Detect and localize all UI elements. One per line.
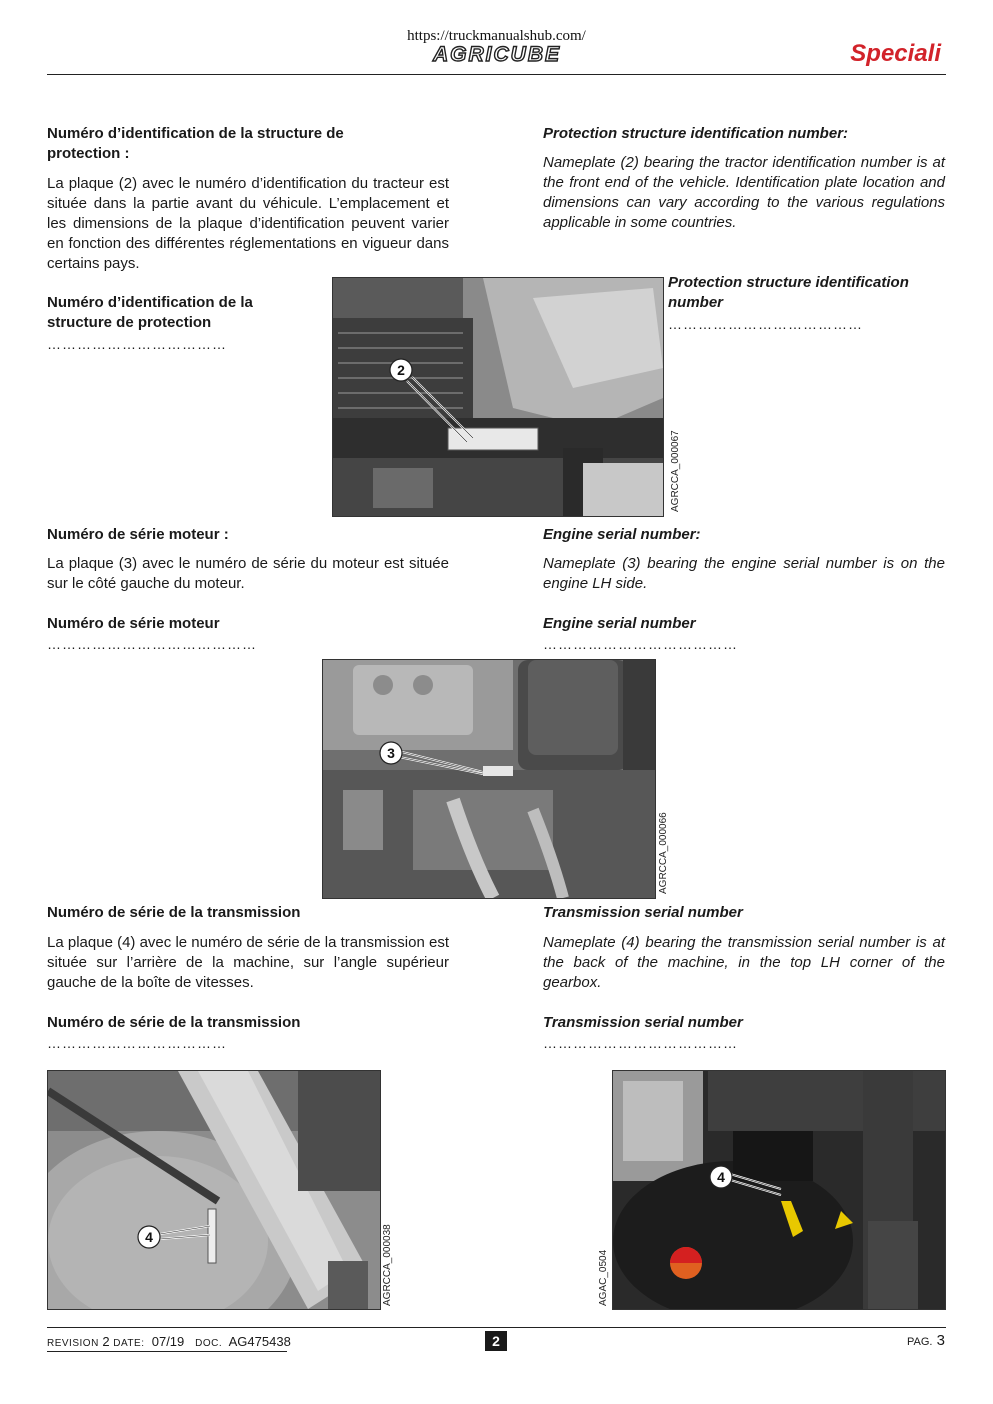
- callout-4-left: 4: [145, 1229, 153, 1245]
- callout-2: 2: [397, 362, 405, 378]
- en-text-transmission-serial: Nameplate (4) bearing the transmission serial number is at the back of the machine, in the top LH corner of the gearbox.: [543, 934, 945, 991]
- photo-code-transmission-left: AGRCCA_000038: [382, 1224, 393, 1306]
- fr-heading-transmission-serial: Numéro de série de la transmission: [47, 904, 301, 921]
- en-field-label-protection-id: Protection structure identification number: [668, 274, 909, 311]
- footer-page-number: PAG. 3: [907, 1332, 945, 1349]
- fr-field-dots-transmission-serial: ………………………………: [47, 1035, 227, 1051]
- photo-transmission-plate-left: [47, 1070, 381, 1310]
- photo-engine-plate: [322, 659, 656, 899]
- fr-field-label-transmission-serial: Numéro de série de la transmission: [47, 1014, 301, 1031]
- photo-protection-plate: [332, 277, 664, 517]
- en-heading-protection-id: Protection structure identification number:: [543, 125, 849, 142]
- fr-field-dots-engine-serial: ……………………………………: [47, 636, 257, 652]
- footer-revision: REVISION 2 DATE: 07/19 DOC. AG475438: [47, 1334, 291, 1349]
- en-field-dots-protection-id: …………………………………: [668, 316, 863, 332]
- fr-text-engine-serial: La plaque (3) avec le numéro de série du moteur est située sur le côté gauche du moteur.: [47, 555, 449, 592]
- en-text-protection-id: Nameplate (2) bearing the tractor identification number is at the front end of the vehicle. Identification plate location and dimensions can vary according to the various regulations applicable in some countries.: [543, 154, 945, 231]
- en-heading-transmission-serial: Transmission serial number: [543, 904, 743, 921]
- photo-code-transmission-right: AGAC_0504: [598, 1249, 609, 1306]
- header-divider: [47, 74, 946, 75]
- logo-text: AGRICUBE: [432, 44, 562, 64]
- fr-field-label-protection-id: Numéro d’identification de la structure de protection: [47, 294, 253, 331]
- photo-code-engine: AGRCCA_000066: [658, 812, 669, 894]
- photo-transmission-plate-right: [612, 1070, 946, 1310]
- fr-field-dots-protection-id: ………………………………: [47, 336, 227, 352]
- callout-4-right: 4: [717, 1169, 725, 1185]
- en-heading-engine-serial: Engine serial number:: [543, 526, 701, 543]
- fr-heading-protection-id: Numéro d’identification de la structure de protection :: [47, 125, 344, 162]
- callout-3: 3: [387, 745, 395, 761]
- en-text-engine-serial: Nameplate (3) bearing the engine serial number is on the engine LH side.: [543, 555, 945, 592]
- footer-section-box: 2: [485, 1331, 507, 1351]
- fr-heading-engine-serial: Numéro de série moteur :: [47, 526, 229, 543]
- brand-title: Speciali: [850, 40, 941, 67]
- en-field-label-transmission-serial: Transmission serial number: [543, 1014, 743, 1031]
- fr-text-protection-id: La plaque (2) avec le numéro d’identification du tracteur est située dans la partie avant du véhicule. L’emplacement et les dimensions de la plaque d’identification peuvent varier en fonction des différentes réglementations en vigueur dans certains pays.: [47, 175, 449, 272]
- agricube-logo: [392, 44, 602, 64]
- en-field-dots-engine-serial: …………………………………: [543, 636, 738, 652]
- footer-revision-underline: [47, 1351, 287, 1352]
- footer-divider: [47, 1327, 946, 1328]
- photo-code-protection: AGRCCA_000067: [670, 430, 681, 512]
- fr-field-label-engine-serial: Numéro de série moteur: [47, 615, 220, 632]
- fr-text-transmission-serial: La plaque (4) avec le numéro de série de la transmission est située sur l’arrière de la machine, sur l’angle supérieur gauche de la boîte de vitesses.: [47, 934, 449, 991]
- en-field-label-engine-serial: Engine serial number: [543, 615, 696, 632]
- header-url: https://truckmanualshub.com/: [407, 28, 586, 44]
- en-field-dots-transmission-serial: …………………………………: [543, 1035, 738, 1051]
